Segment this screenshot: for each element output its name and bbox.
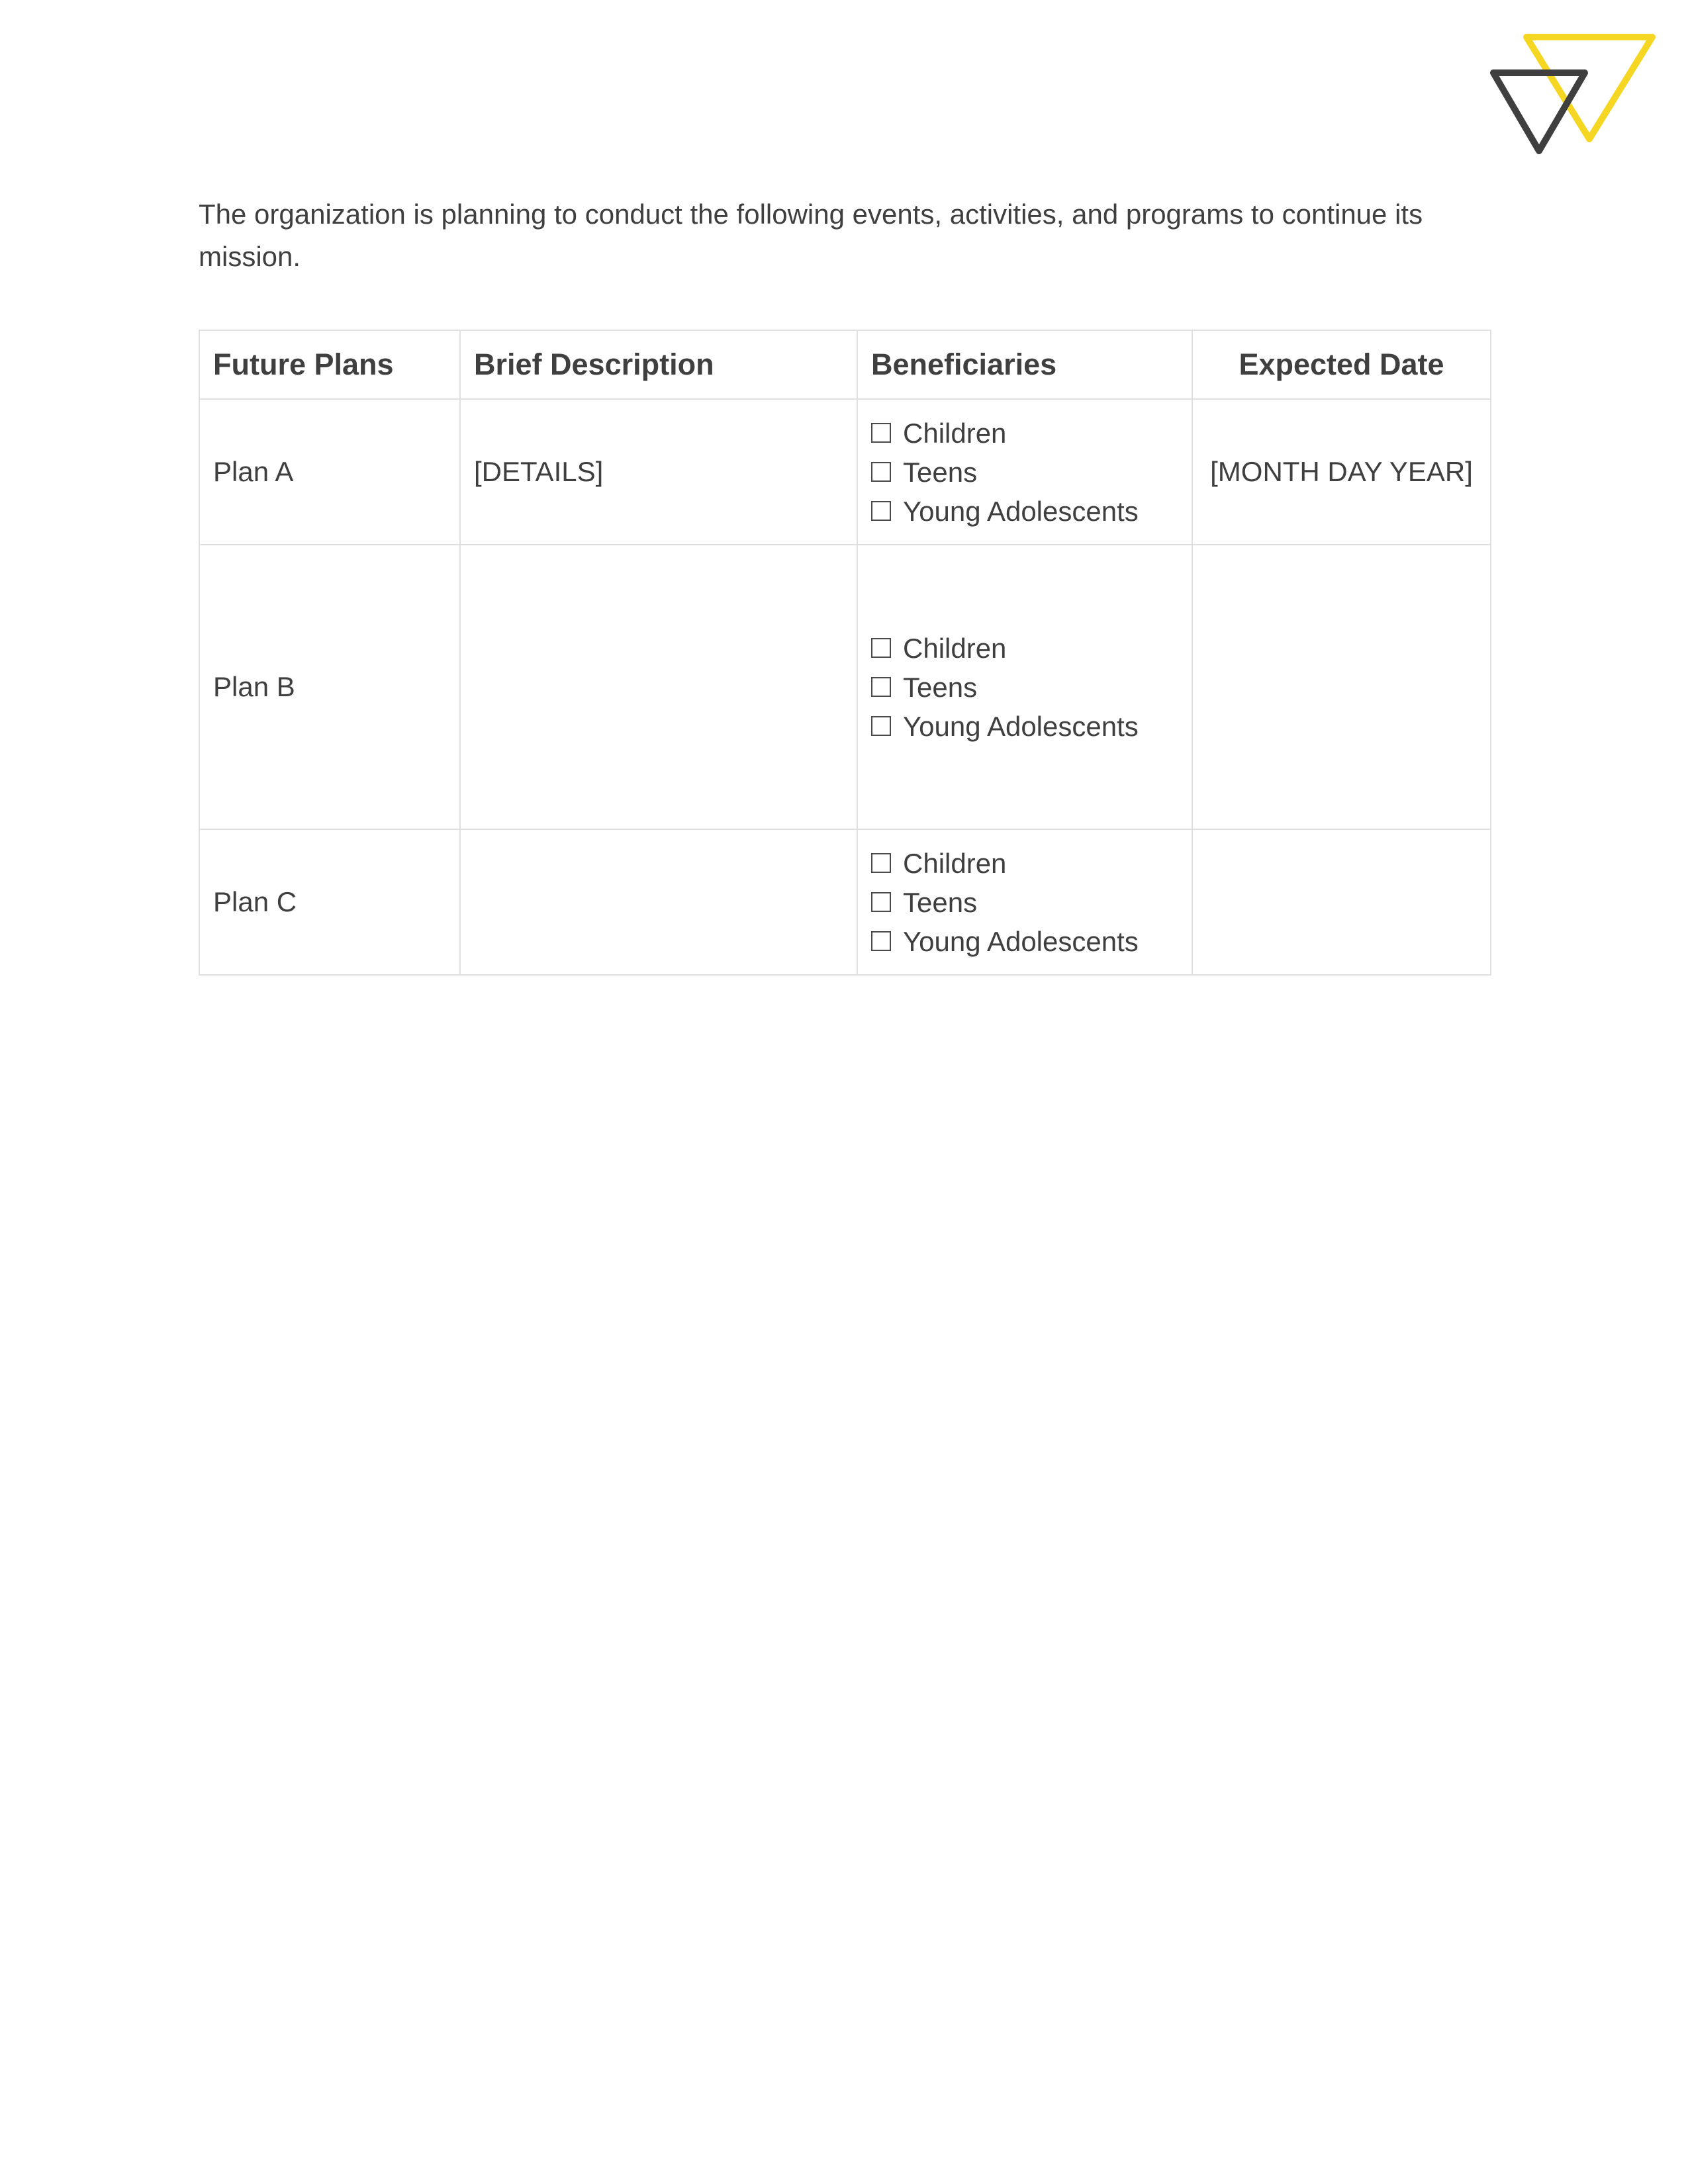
beneficiary-children[interactable] [871, 844, 1178, 883]
checkbox-icon[interactable] [871, 638, 891, 658]
header-future-plans: Future Plans [199, 330, 460, 399]
checkbox-icon[interactable] [871, 931, 891, 951]
beneficiary-teens[interactable] [871, 453, 1178, 492]
beneficiary-label: Children [903, 847, 1007, 879]
header-beneficiaries: Beneficiaries [857, 330, 1192, 399]
plan-name-cell: Plan B [199, 545, 460, 829]
expected-date-cell[interactable] [1192, 545, 1491, 829]
beneficiary-label: Children [903, 632, 1007, 664]
beneficiary-teens[interactable] [871, 883, 1178, 922]
beneficiary-label: Children [903, 417, 1007, 449]
table-row [199, 829, 1491, 975]
header-expected-date: Expected Date [1192, 330, 1491, 399]
description-cell[interactable] [460, 545, 857, 829]
checkbox-icon[interactable] [871, 892, 891, 912]
table-header-row [199, 330, 1491, 399]
beneficiaries-cell [857, 829, 1192, 975]
beneficiary-label: Teens [903, 671, 978, 703]
beneficiary-teens[interactable] [871, 668, 1178, 707]
beneficiary-label: Teens [903, 456, 978, 488]
expected-date-cell[interactable] [1192, 829, 1491, 975]
plan-name-cell: Plan A [199, 399, 460, 545]
table-row [199, 399, 1491, 545]
beneficiary-checklist [871, 414, 1178, 531]
checkbox-icon[interactable] [871, 423, 891, 443]
checkbox-icon[interactable] [871, 462, 891, 482]
beneficiaries-cell [857, 545, 1192, 829]
double-triangle-logo-icon [1488, 29, 1664, 161]
beneficiaries-cell [857, 399, 1192, 545]
beneficiary-young-adolescents[interactable] [871, 707, 1178, 746]
beneficiary-label: Young Adolescents [903, 710, 1139, 742]
checkbox-icon[interactable] [871, 677, 891, 697]
beneficiary-children[interactable] [871, 414, 1178, 453]
intro-paragraph: The organization is planning to conduct the following events, activities, and programs to continue its mission. [199, 199, 1423, 272]
description-cell[interactable] [460, 829, 857, 975]
header-brief-description: Brief Description [460, 330, 857, 399]
checkbox-icon[interactable] [871, 501, 891, 521]
checkbox-icon[interactable] [871, 716, 891, 736]
description-cell[interactable]: [DETAILS] [460, 399, 857, 545]
beneficiary-young-adolescents[interactable] [871, 922, 1178, 961]
beneficiary-checklist [871, 629, 1178, 746]
plan-name-cell: Plan C [199, 829, 460, 975]
beneficiary-checklist [871, 844, 1178, 961]
future-plans-table [199, 330, 1491, 976]
table-row [199, 545, 1491, 829]
beneficiary-young-adolescents[interactable] [871, 492, 1178, 531]
beneficiary-label: Young Adolescents [903, 495, 1139, 527]
beneficiary-label: Young Adolescents [903, 925, 1139, 957]
beneficiary-children[interactable] [871, 629, 1178, 668]
beneficiary-label: Teens [903, 886, 978, 918]
expected-date-cell[interactable]: [MONTH DAY YEAR] [1192, 399, 1491, 545]
checkbox-icon[interactable] [871, 853, 891, 873]
